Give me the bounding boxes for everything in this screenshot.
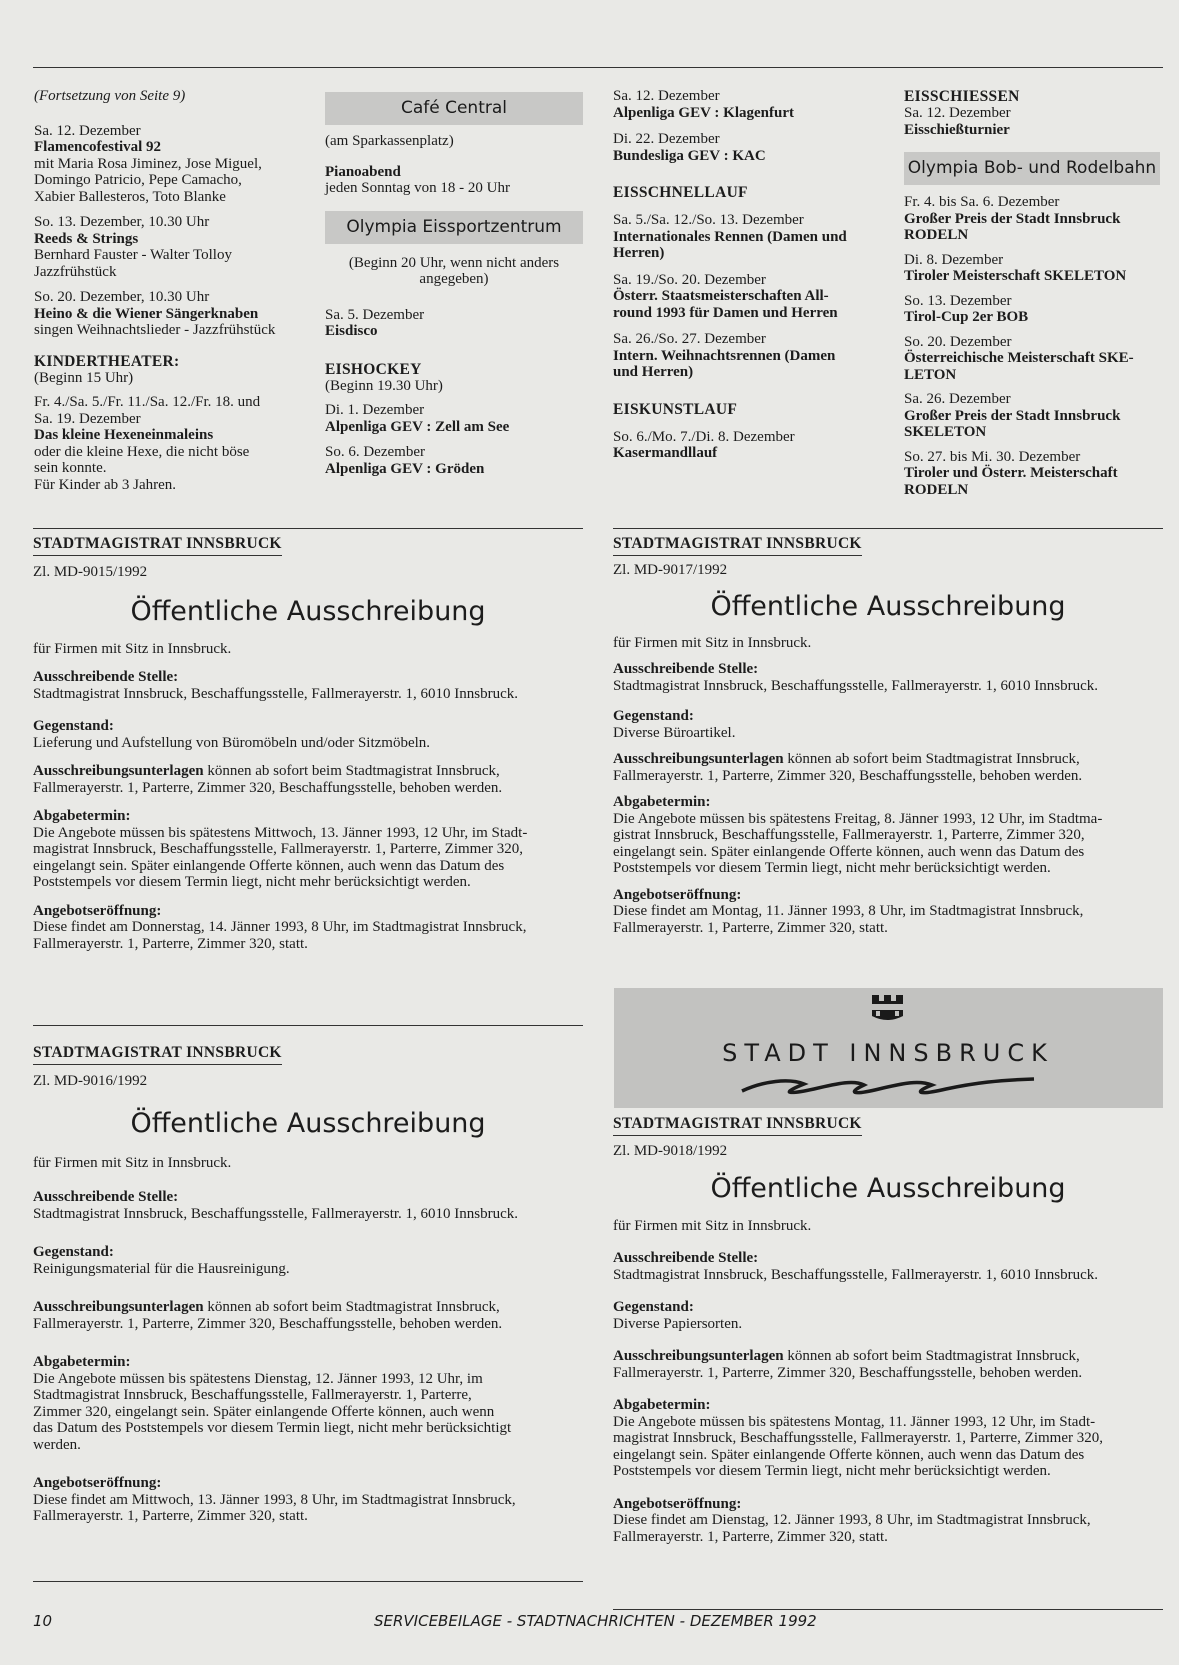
ad-eroeffnung [33, 903, 583, 953]
ad-stelle [613, 661, 1163, 694]
section-heading: Ausschreibungsunterlagen [613, 1348, 784, 1364]
olympia-bob-box: Olympia Bob- und Rodelbahn [904, 152, 1160, 185]
event-date: So. 6./Mo. 7./Di. 8. Dezember [613, 428, 795, 445]
cafe-central-box: Café Central [325, 92, 583, 125]
section-text: Fallmerayerstr. 1, Parterre, Zimmer 320, Beschaffungsstelle, behoben werden. [613, 767, 1083, 784]
ad-gegenstand [613, 1299, 1163, 1332]
section-text: Diverse Papiersorten. [613, 1315, 743, 1332]
ad-unterlagen [33, 1299, 583, 1332]
event-flamenco [34, 123, 304, 206]
ad-zl: Zl. MD-9015/1992 [33, 564, 148, 580]
section-heading: Ausschreibungsunterlagen [33, 763, 204, 779]
event-title: Flamencofestival 92 [34, 139, 162, 155]
ad-stelle [613, 1250, 1163, 1283]
note-line: angegeben) [419, 271, 489, 287]
ad-eroeffnung [33, 1475, 583, 1525]
event-date: Sa. 19. Dezember [34, 410, 141, 427]
event-title: Alpenliga GEV : Zell am See [325, 418, 510, 435]
event-date: Sa. 19./So. 20. Dezember [613, 271, 766, 288]
section-heading: Abgabetermin: [613, 794, 711, 810]
event-title: Großer Preis der Stadt Innsbruck [904, 210, 1121, 227]
ad-zl: Zl. MD-9018/1992 [613, 1143, 728, 1159]
logo-graphic [614, 988, 1163, 1108]
event-date: Sa. 5./Sa. 12./So. 13. Dezember [613, 212, 804, 228]
event-klagenfurt [613, 88, 885, 121]
event-date: Sa. 12. Dezember [613, 88, 720, 104]
page-number: 10 [33, 1612, 53, 1630]
section-text: gistrat Innsbruck, Beschaffungsstelle, Fallmerayerstr. 1, Parterre, Zimmer 320, [613, 827, 1085, 843]
events-column-4 [904, 88, 1160, 507]
event-bob-6 [904, 449, 1160, 499]
event-title: Österr. Staatsmeisterschaften All- [613, 288, 829, 304]
kindertheater-sub: (Beginn 15 Uhr) [34, 369, 134, 386]
event-title: SKELETON [904, 424, 987, 440]
ad-heading: STADTMAGISTRAT INNSBRUCK [613, 1115, 862, 1136]
section-heading: Angebotseröffnung: [33, 1475, 162, 1491]
event-bob-2 [904, 252, 1160, 285]
event-title: Intern. Weihnachtsrennen (Damen [613, 347, 836, 364]
divider-rule [613, 1609, 1163, 1610]
section-heading: Abgabetermin: [33, 1354, 131, 1370]
event-bob-5 [904, 391, 1160, 441]
continuation-note: (Fortsetzung von Seite 9) [34, 88, 186, 104]
section-heading: Gegenstand: [613, 1299, 694, 1315]
ad-unterlagen [33, 763, 583, 796]
city-crest-icon [872, 995, 903, 1020]
section-heading: Ausschreibende Stelle: [33, 1189, 179, 1205]
section-text: Lieferung und Aufstellung von Büromöbeln und/oder Sitzmöbeln. [33, 734, 431, 751]
ad-stelle [33, 1189, 583, 1222]
section-heading: Ausschreibende Stelle: [33, 669, 179, 685]
cafe-sub: (am Sparkassenplatz) [325, 133, 454, 149]
kindertheater-heading: KINDERTHEATER: [34, 352, 180, 370]
river-wave-icon [742, 1079, 1034, 1093]
section-text: Zimmer 320, eingelangt sein. Später einlangende Offerte können, auch wenn [33, 1403, 495, 1420]
event-bob-4 [904, 334, 1160, 384]
event-title: Tiroler und Österr. Meisterschaft [904, 465, 1118, 481]
ad-intro: für Firmen mit Sitz in Innsbruck. [613, 1217, 812, 1234]
section-text: Fallmerayerstr. 1, Parterre, Zimmer 320, Beschaffungsstelle, behoben werden. [33, 779, 503, 796]
section-text: Fallmerayerstr. 1, Parterre, Zimmer 320, statt. [33, 1508, 308, 1524]
divider-rule [33, 1025, 583, 1026]
event-desc: oder die kleine Hexe, die nicht böse [34, 443, 250, 460]
ad-unterlagen [613, 1348, 1163, 1381]
ad-stelle [33, 669, 583, 702]
ad-intro: für Firmen mit Sitz in Innsbruck. [33, 1154, 232, 1171]
event-date: So. 13. Dezember [904, 292, 1012, 309]
events-column-2 [325, 92, 583, 486]
event-desc: Bernhard Fauster - Walter Tolloy [34, 247, 232, 263]
ad-unterlagen [613, 751, 1163, 784]
section-text: Stadtmagistrat Innsbruck, Beschaffungsstelle, Fallmerayerstr. 1, 6010 Innsbruck. [33, 1205, 519, 1222]
cafe-desc: jeden Sonntag von 18 - 20 Uhr [325, 180, 510, 196]
ad-zl: Zl. MD-9016/1992 [33, 1073, 148, 1089]
event-date: Di. 8. Dezember [904, 251, 1004, 268]
section-text: eingelangt sein. Später einlangende Offerte können, auch wenn das Datum des [613, 1446, 1085, 1463]
section-text: Fallmerayerstr. 1, Parterre, Zimmer 320, statt. [613, 1528, 888, 1545]
section-text: das Datum des Poststempels vor diesem Termin liegt, nicht mehr berücksichtigt [33, 1420, 512, 1436]
olympia-note [325, 255, 583, 288]
event-title: RODELN [904, 481, 969, 498]
event-date: Fr. 4./Sa. 5./Fr. 11./Sa. 12./Fr. 18. und [34, 394, 261, 410]
olympia-eissport-box: Olympia Eissportzentrum [325, 211, 583, 244]
ausschreibung-9016 [33, 1044, 583, 1525]
eishockey-sub: (Beginn 19.30 Uhr) [325, 377, 443, 394]
ad-intro: für Firmen mit Sitz in Innsbruck. [33, 640, 232, 657]
section-text: eingelangt sein. Später einlangende Offerte können, auch wenn das Datum des [613, 843, 1085, 860]
ad-title: Öffentliche Ausschreibung [130, 595, 486, 627]
section-text: eingelangt sein. Später einlangende Offerte können, auch wenn das Datum des [33, 857, 505, 874]
ad-abgabe [613, 794, 1163, 877]
eisschnelllauf-heading: EISSCHNELLAUF [613, 184, 748, 201]
event-bob-1 [904, 194, 1160, 244]
events-column-3 [613, 88, 885, 462]
event-kac [613, 131, 885, 164]
section-text: Fallmerayerstr. 1, Parterre, Zimmer 320, Beschaffungsstelle, behoben werden. [33, 1315, 503, 1332]
logo-text: STADT INNSBRUCK [722, 1039, 1054, 1067]
event-date: So. 6. Dezember [325, 444, 425, 460]
event-title: Tirol-Cup 2er BOB [904, 309, 1029, 325]
section-heading: Angebotseröffnung: [33, 902, 162, 919]
section-text: Poststempels vor diesem Termin liegt, nicht mehr berücksichtigt werden. [613, 1463, 1051, 1479]
event-desc: singen Weihnachtslieder - Jazzfrühstück [34, 322, 276, 338]
section-text: können ab sofort beim Stadtmagistrat Innsbruck, [203, 1299, 500, 1315]
section-text: Stadtmagistrat Innsbruck, Beschaffungsstelle, Fallmerayerstr. 1, 6010 Innsbruck. [613, 677, 1099, 694]
section-text: Die Angebote müssen bis spätestens Montag, 11. Jänner 1993, 12 Uhr, im Stadt- [613, 1413, 1096, 1430]
ad-gegenstand [33, 1244, 583, 1277]
event-title: Alpenliga GEV : Gröden [325, 460, 485, 477]
section-text: Stadtmagistrat Innsbruck, Beschaffungsstelle, Fallmerayerstr. 1, 6010 Innsbruck. [613, 1266, 1099, 1283]
event-hockey-1 [325, 402, 583, 435]
eiskunstlauf-heading: EISKUNSTLAUF [613, 400, 738, 418]
section-heading: Ausschreibende Stelle: [613, 661, 759, 677]
section-text: können ab sofort beim Stadtmagistrat Innsbruck, [783, 751, 1080, 767]
section-text: Diese findet am Mittwoch, 13. Jänner 1993, 8 Uhr, im Stadtmagistrat Innsbruck, [33, 1491, 516, 1508]
section-text: Stadtmagistrat Innsbruck, Beschaffungsstelle, Fallmerayerstr. 1, Parterre, [33, 1387, 472, 1403]
section-heading: Ausschreibende Stelle: [613, 1250, 759, 1266]
event-date: Di. 22. Dezember [613, 131, 720, 147]
event-desc: Domingo Patricio, Pepe Camacho, [34, 172, 242, 188]
event-heino [34, 289, 304, 339]
section-text: Poststempels vor diesem Termin liegt, nicht mehr berücksichtigt werden. [613, 860, 1051, 876]
event-title: Eisschießturnier [904, 121, 1010, 138]
ad-title: Öffentliche Ausschreibung [710, 590, 1066, 622]
event-title: RODELN [904, 227, 969, 243]
section-heading: Abgabetermin: [613, 1397, 711, 1413]
ad-heading: STADTMAGISTRAT INNSBRUCK [33, 1044, 282, 1065]
section-heading: Angebotseröffnung: [613, 886, 742, 903]
ad-eroeffnung [613, 1496, 1163, 1546]
top-rule [33, 67, 1163, 68]
event-date: So. 20. Dezember, 10.30 Uhr [34, 289, 210, 305]
event-hexe [34, 394, 304, 493]
event-desc: Für Kinder ab 3 Jahren. [34, 476, 177, 493]
event-title: Tiroler Meisterschaft SKELETON [904, 268, 1127, 284]
event-date: Sa. 5. Dezember [325, 306, 425, 323]
ad-eroeffnung [613, 887, 1163, 937]
event-title: und Herren) [613, 364, 694, 380]
ausschreibung-9015 [33, 535, 583, 952]
eishockey-heading: EISHOCKEY [325, 360, 422, 378]
event-title: Reeds & Strings [34, 230, 139, 247]
divider-rule [613, 528, 1163, 529]
ad-zl: Zl. MD-9017/1992 [613, 562, 728, 578]
event-date: So. 13. Dezember, 10.30 Uhr [34, 214, 210, 230]
event-desc: sein konnte. [34, 460, 107, 476]
section-text: Die Angebote müssen bis spätestens Freitag, 8. Jänner 1993, 12 Uhr, im Stadtma- [613, 810, 1103, 827]
section-heading: Abgabetermin: [33, 808, 131, 824]
event-title: Kasermandllauf [613, 445, 718, 461]
ausschreibung-9017 [613, 535, 1163, 936]
section-text: Fallmerayerstr. 1, Parterre, Zimmer 320, Beschaffungsstelle, behoben werden. [613, 1364, 1083, 1381]
stadt-innsbruck-logo [614, 988, 1163, 1108]
section-heading: Gegenstand: [33, 718, 114, 734]
section-text: Diverse Büroartikel. [613, 724, 736, 741]
section-heading: Gegenstand: [613, 708, 694, 724]
ad-abgabe [613, 1397, 1163, 1480]
section-text: können ab sofort beim Stadtmagistrat Innsbruck, [783, 1348, 1080, 1364]
event-date: Fr. 4. bis Sa. 6. Dezember [904, 194, 1060, 210]
footer-text: SERVICEBEILAGE - STADTNACHRICHTEN - DEZEMBER 1992 [374, 1612, 817, 1630]
section-text: Fallmerayerstr. 1, Parterre, Zimmer 320, statt. [613, 919, 888, 936]
divider-rule [33, 1581, 583, 1582]
section-heading: Ausschreibungsunterlagen [613, 751, 784, 767]
event-title: Österreichische Meisterschaft SKE- [904, 350, 1134, 366]
event-title: Eisdisco [325, 323, 378, 339]
section-text: Fallmerayerstr. 1, Parterre, Zimmer 320, statt. [33, 935, 308, 952]
event-hockey-2 [325, 444, 583, 477]
event-schnell-1 [613, 212, 885, 262]
event-bob-3 [904, 293, 1160, 326]
event-schnell-3 [613, 331, 885, 381]
divider-rule [33, 528, 583, 529]
event-title: Bundesliga GEV : KAC [613, 147, 766, 164]
section-text: werden. [33, 1436, 81, 1453]
section-heading: Gegenstand: [33, 1244, 114, 1260]
section-text: Die Angebote müssen bis spätestens Mittwoch, 13. Jänner 1993, 12 Uhr, im Stadt- [33, 824, 528, 841]
event-title: Großer Preis der Stadt Innsbruck [904, 407, 1121, 424]
event-date: So. 20. Dezember [904, 333, 1012, 350]
eisschiessen-heading: EISSCHIESSEN [904, 88, 1020, 105]
section-text: Stadtmagistrat Innsbruck, Beschaffungsstelle, Fallmerayerstr. 1, 6010 Innsbruck. [33, 685, 519, 702]
event-desc: Jazzfrühstück [34, 263, 117, 280]
section-heading: Angebotseröffnung: [613, 1495, 742, 1512]
section-text: können ab sofort beim Stadtmagistrat Innsbruck, [203, 763, 500, 779]
ad-title: Öffentliche Ausschreibung [710, 1172, 1066, 1204]
event-date: Di. 1. Dezember [325, 402, 425, 418]
ausschreibung-9018 [613, 1115, 1163, 1545]
event-title: Das kleine Hexeneinmaleins [34, 427, 214, 443]
ad-abgabe [33, 1354, 583, 1453]
ad-intro: für Firmen mit Sitz in Innsbruck. [613, 634, 812, 651]
event-title: Heino & die Wiener Sängerknaben [34, 305, 259, 322]
cafe-title: Pianoabend [325, 163, 401, 180]
event-title: Herren) [613, 245, 665, 261]
event-schnell-2 [613, 272, 885, 322]
event-date: So. 27. bis Mi. 30. Dezember [904, 448, 1081, 465]
event-date: Sa. 12. Dezember [34, 122, 141, 139]
section-text: Reinigungsmaterial für die Hausreinigung. [33, 1260, 290, 1277]
section-text: magistrat Innsbruck, Beschaffungsstelle, Fallmerayerstr. 1, Parterre, Zimmer 320, [613, 1430, 1104, 1446]
note-line: (Beginn 20 Uhr, wenn nicht anders [348, 254, 560, 271]
event-date: Sa. 26./So. 27. Dezember [613, 331, 766, 347]
section-text: Diese findet am Donnerstag, 14. Jänner 1993, 8 Uhr, im Stadtmagistrat Innsbruck, [33, 919, 527, 935]
section-text: Poststempels vor diesem Termin liegt, nicht mehr berücksichtigt werden. [33, 874, 471, 890]
ad-gegenstand [613, 708, 1163, 741]
ad-heading: STADTMAGISTRAT INNSBRUCK [33, 535, 282, 556]
event-title: round 1993 für Damen und Herren [613, 304, 838, 321]
event-title: Internationales Rennen (Damen und [613, 228, 847, 245]
event-reeds [34, 214, 304, 280]
section-text: Die Angebote müssen bis spätestens Dienstag, 12. Jänner 1993, 12 Uhr, im [33, 1370, 483, 1387]
ad-heading: STADTMAGISTRAT INNSBRUCK [613, 535, 862, 556]
section-heading: Ausschreibungsunterlagen [33, 1299, 204, 1315]
section-text: Diese findet am Montag, 11. Jänner 1993, 8 Uhr, im Stadtmagistrat Innsbruck, [613, 903, 1084, 919]
section-text: Diese findet am Dienstag, 12. Jänner 1993, 8 Uhr, im Stadtmagistrat Innsbruck, [613, 1512, 1091, 1528]
event-title: Alpenliga GEV : Klagenfurt [613, 104, 794, 121]
event-desc: mit Maria Rosa Jiminez, Jose Miguel, [34, 155, 262, 172]
ad-gegenstand [33, 718, 583, 751]
event-date: Sa. 26. Dezember [904, 391, 1011, 407]
ad-title: Öffentliche Ausschreibung [130, 1107, 486, 1139]
event-desc: Xabier Ballesteros, Toto Blanke [34, 188, 226, 205]
event-title: LETON [904, 366, 957, 383]
events-column-1 [34, 88, 304, 502]
section-text: magistrat Innsbruck, Beschaffungsstelle, Fallmerayerstr. 1, Parterre, Zimmer 320, [33, 841, 524, 857]
ad-abgabe [33, 808, 583, 891]
event-date: Sa. 12. Dezember [904, 105, 1011, 121]
